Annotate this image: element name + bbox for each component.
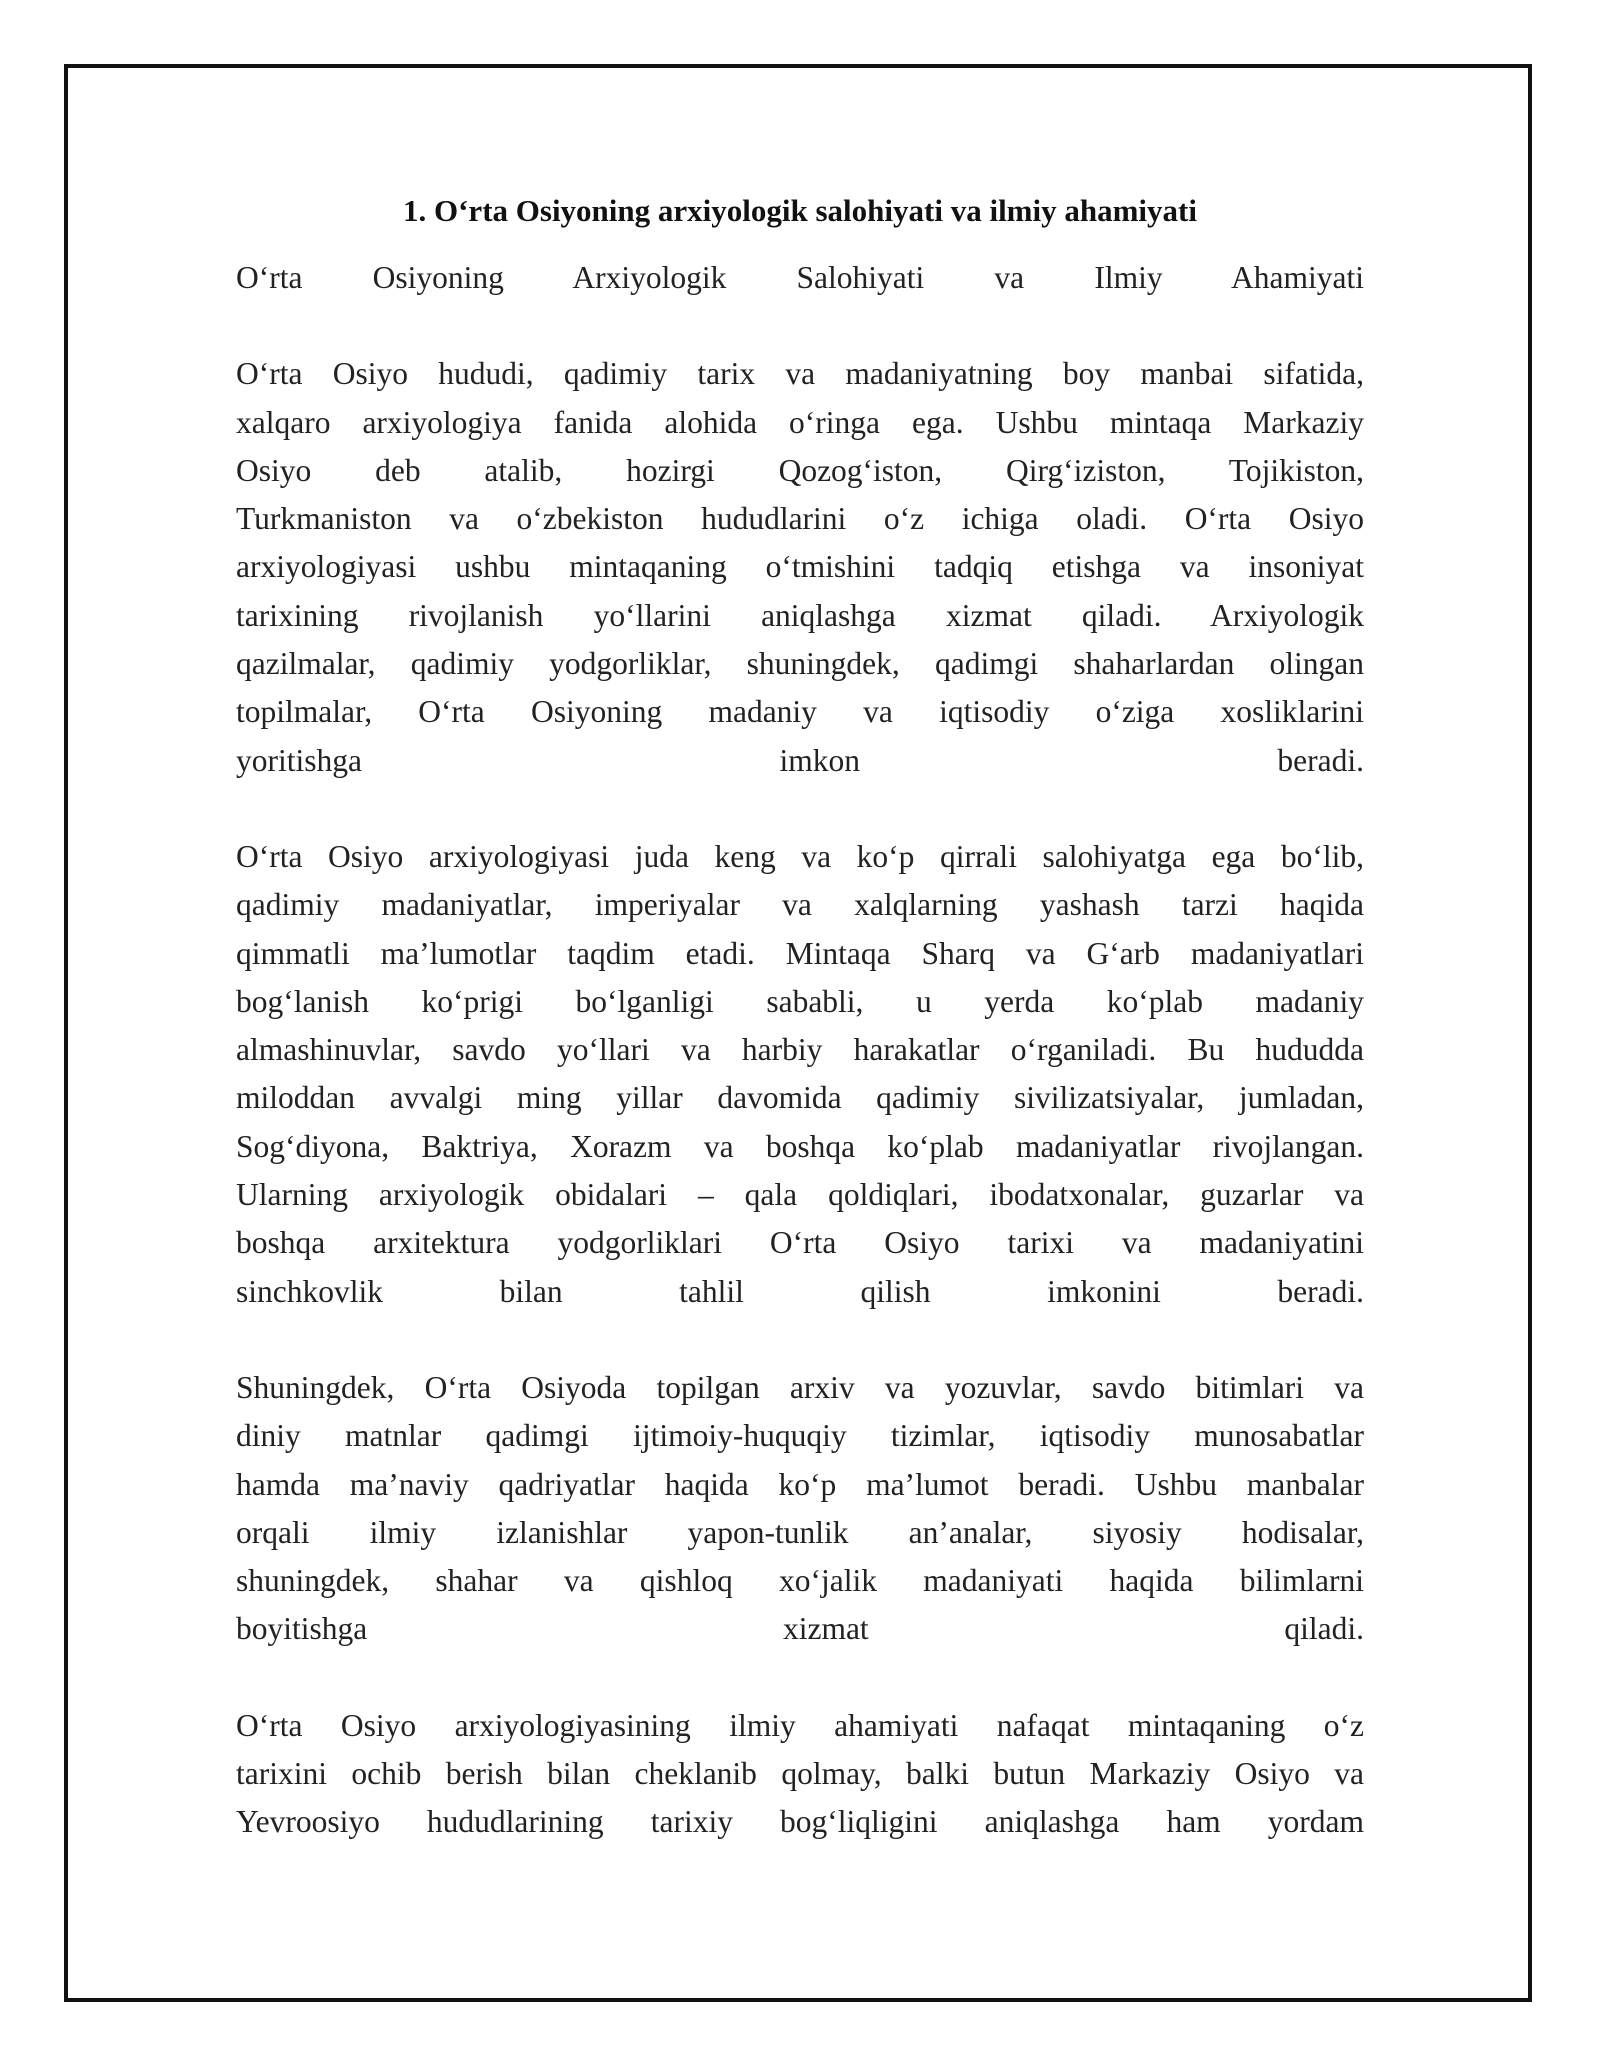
text-line: qazilmalar, qadimiy yodgorliklar, shuningdek, qadimgi shaharlardan olingan (236, 646, 1364, 682)
text-line: miloddan avvalgi ming yillar davomida qadimiy sivilizatsiyalar, jumladan, (236, 1080, 1364, 1116)
text-line: shuningdek, shahar va qishloq xo‘jalik madaniyati haqida bilimlarni (236, 1563, 1364, 1599)
text-line: yoritishga imkon beradi. (236, 742, 1364, 778)
text-line: Ularning arxiyologik obidalari – qala qoldiqlari, ibodatxonalar, guzarlar va (236, 1177, 1364, 1213)
document-subtitle (236, 254, 1364, 302)
paragraph-3 (236, 1364, 1364, 1654)
text-line: almashinuvlar, savdo yo‘llari va harbiy harakatlar o‘rganiladi. Bu hududda (236, 1032, 1364, 1068)
text-line: O‘rta Osiyo arxiyologiyasi juda keng va ko‘p qirrali salohiyatga ega bo‘lib, (236, 838, 1364, 874)
text-line: O‘rta Osiyo arxiyologiyasining ilmiy ahamiyati nafaqat mintaqaning o‘z (236, 1707, 1364, 1743)
text-line: diniy matnlar qadimgi ijtimoiy-huquqiy tizimlar, iqtisodiy munosabatlar (236, 1418, 1364, 1454)
text-line: bog‘lanish ko‘prigi bo‘lganligi sababli, u yerda ko‘plab madaniy (236, 983, 1364, 1019)
paragraph-1 (236, 350, 1364, 785)
text-line: arxiyologiyasi ushbu mintaqaning o‘tmishini tadqiq etishga va insoniyat (236, 549, 1364, 585)
text-line: Osiyo deb atalib, hozirgi Qozog‘iston, Qirg‘iziston, Tojikiston, (236, 452, 1364, 488)
text-line: xalqaro arxiyologiya fanida alohida o‘ringa ega. Ushbu mintaqa Markaziy (236, 404, 1364, 440)
text-line: tarixining rivojlanish yo‘llarini aniqlashga xizmat qiladi. Arxiyologik (236, 597, 1364, 633)
paragraph-4 (236, 1702, 1364, 1847)
text-line: Sog‘diyona, Baktriya, Xorazm va boshqa ko‘plab madaniyatlar rivojlangan. (236, 1128, 1364, 1164)
paragraph-spacer (236, 302, 1364, 350)
paragraph-2 (236, 833, 1364, 1316)
text-line: Yevroosiyo hududlarining tarixiy bog‘liqligini aniqlashga ham yordam (236, 1804, 1364, 1840)
text-line: orqali ilmiy izlanishlar yapon-tunlik an’analar, siyosiy hodisalar, (236, 1514, 1364, 1550)
subtitle-line: O‘rta Osiyoning Arxiyologik Salohiyati va Ilmiy Ahamiyati (236, 260, 1364, 295)
text-line: topilmalar, O‘rta Osiyoning madaniy va iqtisodiy o‘ziga xosliklarini (236, 694, 1364, 730)
text-line: boshqa arxitektura yodgorliklari O‘rta Osiyo tarixi va madaniyatini (236, 1225, 1364, 1261)
text-line: hamda ma’naviy qadriyatlar haqida ko‘p ma’lumot beradi. Ushbu manbalar (236, 1466, 1364, 1502)
text-line: tarixini ochib berish bilan cheklanib qolmay, balki butun Markaziy Osiyo va (236, 1756, 1364, 1792)
document-title: 1. O‘rta Osiyoning arxiyologik salohiyati va ilmiy ahamiyati (403, 193, 1197, 228)
text-line: sinchkovlik bilan tahlil qilish imkonini beradi. (236, 1273, 1364, 1309)
text-line: Turkmaniston va o‘zbekiston hududlarini o‘z ichiga oladi. O‘rta Osiyo (236, 501, 1364, 537)
text-line: qadimiy madaniyatlar, imperiyalar va xalqlarning yashash tarzi haqida (236, 887, 1364, 923)
text-line: boyitishga xizmat qiladi. (236, 1611, 1364, 1647)
document-body (236, 190, 1364, 1847)
text-line: O‘rta Osiyo hududi, qadimiy tarix va madaniyatning boy manbai sifatida, (236, 356, 1364, 392)
text-line: qimmatli ma’lumotlar taqdim etadi. Mintaqa Sharq va G‘arb madaniyatlari (236, 935, 1364, 971)
paragraph-spacer (236, 785, 1364, 833)
text-line: Shuningdek, O‘rta Osiyoda topilgan arxiv va yozuvlar, savdo bitimlari va (236, 1369, 1364, 1405)
paragraph-spacer (236, 1316, 1364, 1364)
paragraph-spacer (236, 1654, 1364, 1702)
